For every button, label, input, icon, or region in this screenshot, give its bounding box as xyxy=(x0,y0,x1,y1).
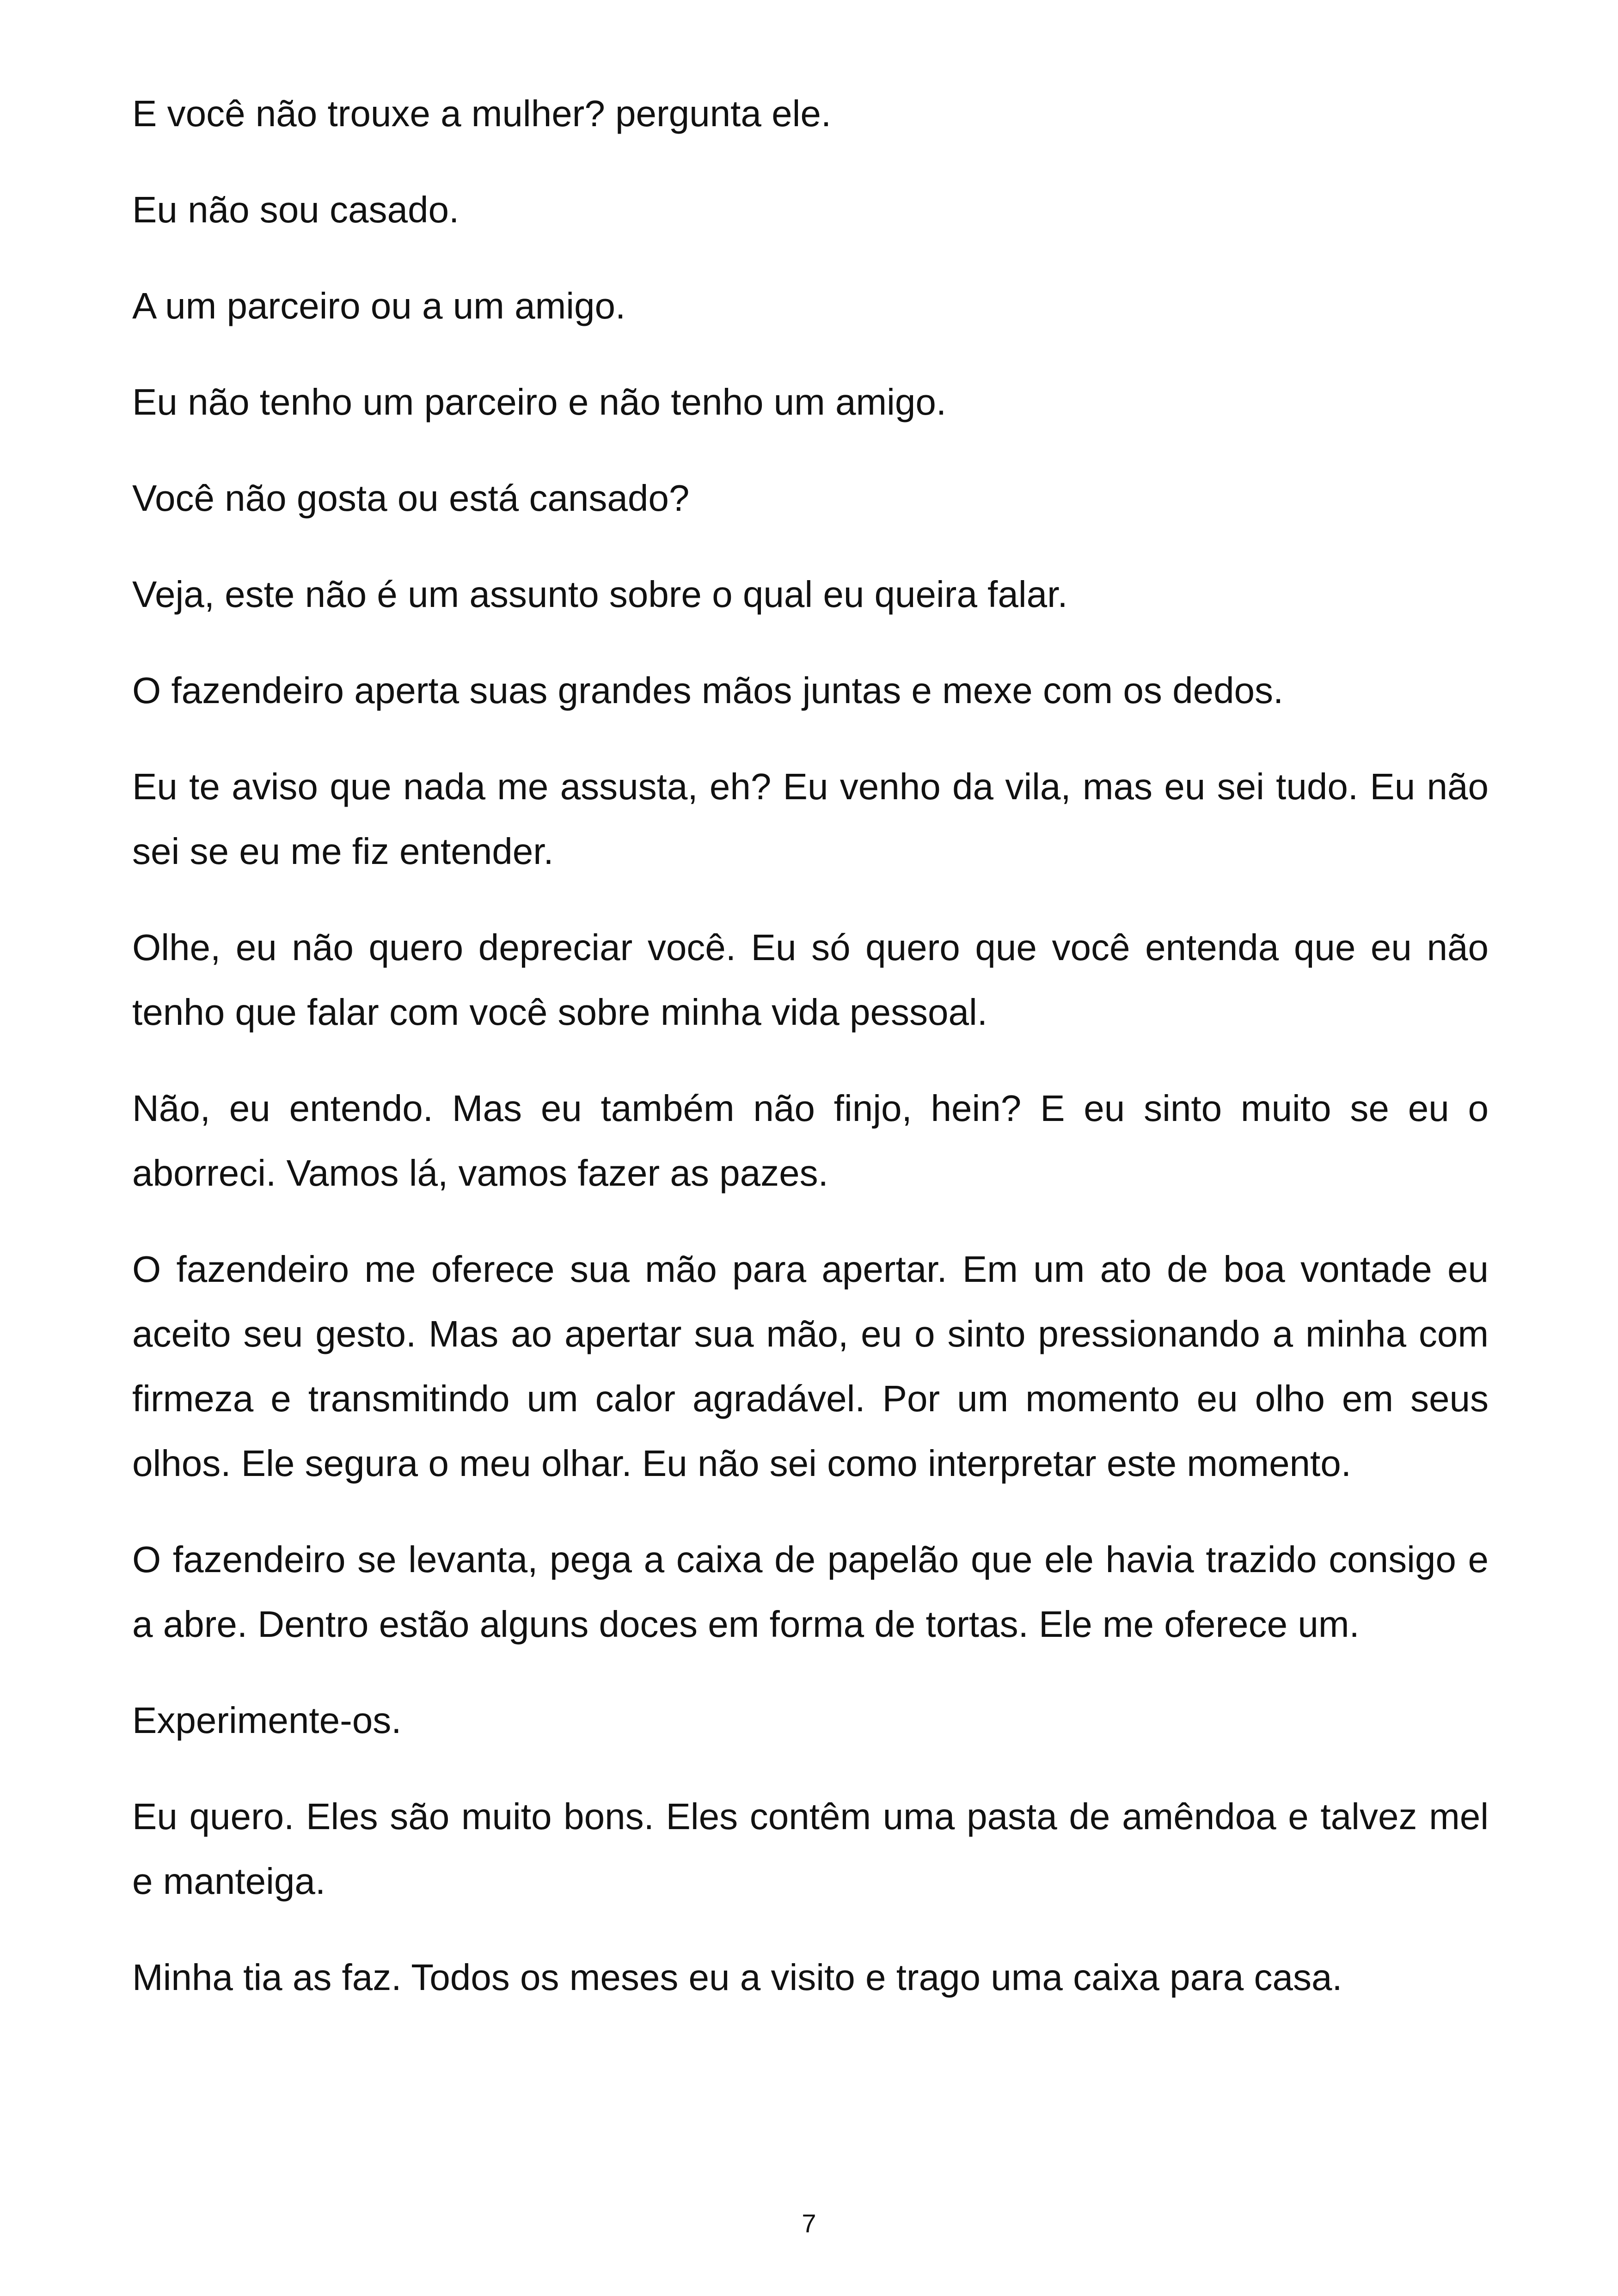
paragraph: Experimente-os. xyxy=(132,1700,402,1741)
paragraph: Não, eu entendo. Mas eu também não finjo, hein? E eu sinto muito se eu o aborreci. Vamos lá, vamos fazer as pazes. xyxy=(132,1088,1489,1194)
paragraph: Você não gosta ou está cansado? xyxy=(132,478,690,519)
paragraph: O fazendeiro se levanta, pega a caixa de papelão que ele havia trazido consigo e a abre. Dentro estão alguns doces em forma de tortas. Ele me oferece um. xyxy=(132,1539,1489,1645)
paragraph: Olhe, eu não quero depreciar você. Eu só quero que você entenda que eu não tenho que falar com você sobre minha vida pessoal. xyxy=(132,927,1489,1033)
paragraph: Eu não sou casado. xyxy=(132,189,460,230)
page-number: 7 xyxy=(802,2209,816,2238)
paragraph: E você não trouxe a mulher? pergunta ele. xyxy=(132,93,832,134)
paragraph: Veja, este não é um assunto sobre o qual eu queira falar. xyxy=(132,574,1068,615)
body-text xyxy=(132,81,1489,2041)
paragraph: Eu quero. Eles são muito bons. Eles contêm uma pasta de amêndoa e talvez mel e manteiga. xyxy=(132,1796,1489,1902)
paragraph: A um parceiro ou a um amigo. xyxy=(132,285,626,326)
paragraph: Minha tia as faz. Todos os meses eu a visito e trago uma caixa para casa. xyxy=(132,1957,1342,1998)
paragraph: Eu te aviso que nada me assusta, eh? Eu venho da vila, mas eu sei tudo. Eu não sei se eu me fiz entender. xyxy=(132,766,1489,872)
paragraph: O fazendeiro aperta suas grandes mãos juntas e mexe com os dedos. xyxy=(132,670,1284,711)
paragraph: Eu não tenho um parceiro e não tenho um amigo. xyxy=(132,381,947,422)
paragraph: O fazendeiro me oferece sua mão para apertar. Em um ato de boa vontade eu aceito seu gesto. Mas ao apertar sua mão, eu o sinto pressionando a minha com firmeza e transmitindo um calor agradável. Por um momento eu olho em seus olhos. Ele segura o meu olhar. Eu não sei como interpretar este momento. xyxy=(132,1249,1489,1484)
